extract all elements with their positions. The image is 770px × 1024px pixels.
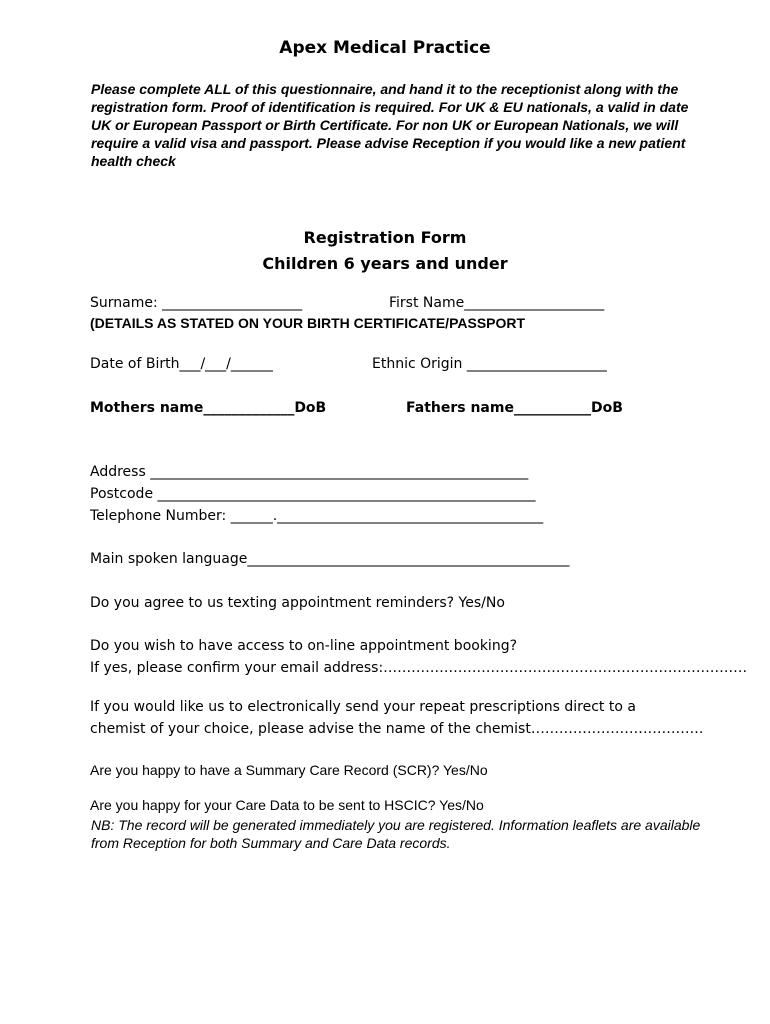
ethnic-origin-field: Ethnic Origin ____________________ — [372, 356, 607, 372]
care-data-hscic-question: Are you happy for your Care Data to be sent to HSCIC? Yes/No — [90, 797, 484, 813]
main-language-field: Main spoken language______________________________________________ — [90, 551, 570, 567]
address-field: Address ______________________________________________________ — [90, 464, 529, 480]
date-of-birth-field: Date of Birth___/___/______ — [90, 356, 273, 372]
prescription-question-line-1: If you would like us to electronically send your repeat prescriptions direct to a — [90, 699, 636, 715]
nb-note: NB: The record will be generated immediately you are registered. Information leaflets are available from Reception for both Summary and Care Data records. — [91, 817, 701, 851]
intro-instructions: Please complete ALL of this questionnaire, and hand it to the receptionist along with the registration form. Proof of identification is required. For UK & EU nationals, a valid in date UK or European Passport or Birth Certificate. For non UK or European Nationals, we will require a valid visa and passport. Please advise Reception if you would like a new patient health check — [91, 81, 689, 169]
surname-field: Surname: ____________________ — [90, 295, 303, 311]
email-address-field: If yes, please confirm your email address:…………………………………………………………………… — [90, 660, 748, 676]
form-title: Registration Form — [303, 228, 467, 247]
postcode-field: Postcode ______________________________________________________ — [90, 486, 536, 502]
prescription-question-line-2: chemist of your choice, please advise the name of the chemist………………………………. — [90, 721, 704, 737]
online-booking-question: Do you wish to have access to on-line appointment booking? — [90, 638, 518, 654]
mothers-name-field: Mothers name_____________DoB — [90, 400, 327, 416]
details-note: (DETAILS AS STATED ON YOUR BIRTH CERTIFICATE/PASSPORT — [90, 315, 526, 331]
first-name-field: First Name____________________ — [389, 295, 605, 311]
fathers-name-field: Fathers name___________DoB — [406, 400, 623, 416]
practice-name: Apex Medical Practice — [279, 38, 491, 58]
summary-care-record-question: Are you happy to have a Summary Care Record (SCR)? Yes/No — [90, 762, 488, 778]
form-subtitle: Children 6 years and under — [262, 254, 508, 273]
telephone-field: Telephone Number: ______.______________________________________ — [90, 508, 544, 524]
texting-reminders-question: Do you agree to us texting appointment reminders? Yes/No — [90, 595, 505, 611]
